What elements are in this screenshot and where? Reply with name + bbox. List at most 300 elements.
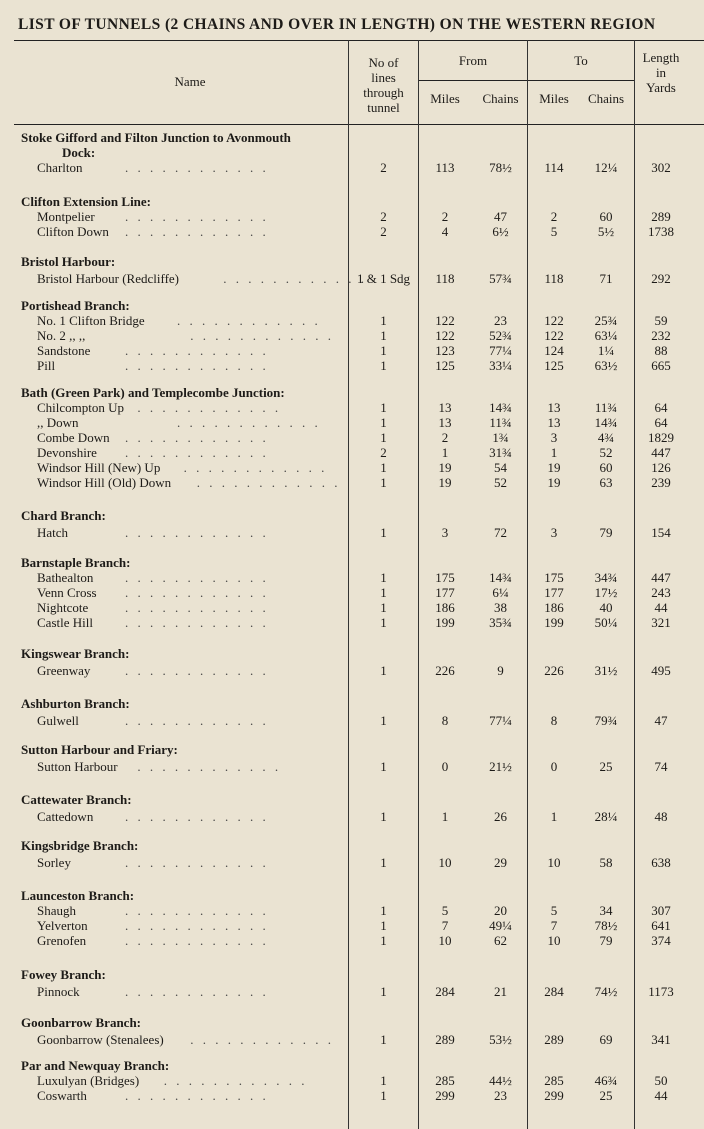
to-chains: 74½ (594, 984, 618, 999)
table-row (0, 903, 700, 918)
section-heading (0, 742, 700, 757)
leader-dots: . . . . . . . . . . . . (125, 663, 269, 678)
leader-dots: . . . . . . . . . . . . (177, 313, 321, 328)
from-miles: 175 (435, 570, 455, 585)
section-heading-text: Stoke Gifford and Filton Junction to Avonmouth (21, 130, 291, 145)
tunnel-name: Goonbarrow (Stenalees) (37, 1032, 164, 1047)
tunnel-name: Pill (37, 358, 56, 373)
table-row (0, 759, 700, 774)
lines-through-tunnel: 1 (380, 343, 387, 358)
lines-through-tunnel: 1 (380, 475, 387, 490)
to-miles: 2 (550, 209, 558, 224)
length-yards: 1829 (648, 430, 674, 445)
length-yards: 126 (651, 460, 671, 475)
length-yards: 243 (651, 585, 671, 600)
from-miles: 125 (435, 358, 455, 373)
leader-dots: . . . . . . . . . . . . (223, 271, 367, 286)
tunnel-name: Cattedown (37, 809, 94, 824)
lines-through-tunnel: 1 (380, 585, 387, 600)
section-heading-text: Goonbarrow Branch: (21, 1015, 142, 1030)
to-miles: 7 (550, 918, 558, 933)
table-row (0, 585, 700, 600)
tunnel-name: Combe Down (37, 430, 110, 445)
from-miles: 3 (441, 525, 449, 540)
table-row (0, 918, 700, 933)
from-miles: 199 (435, 615, 455, 630)
tunnel-name: Bristol Harbour (Redcliffe) (37, 271, 179, 286)
from-chains: 23 (494, 313, 507, 328)
from-miles: 122 (435, 313, 455, 328)
leader-dots: . . . . . . . . . . . . (125, 984, 269, 999)
tunnel-name: Shaugh (37, 903, 76, 918)
lines-through-tunnel: 2 (380, 445, 387, 460)
from-miles: 13 (438, 400, 452, 415)
leader-dots: . . . . . . . . . . . . (125, 224, 269, 239)
to-chains: 63¼ (594, 328, 618, 343)
header-to-chains: Chains (587, 91, 625, 106)
section-heading-text: Kingswear Branch: (21, 646, 130, 661)
to-chains: 34¾ (594, 570, 618, 585)
lines-through-tunnel: 1 & 1 Sdg (356, 271, 411, 286)
tunnel-name: Sorley (37, 855, 71, 870)
from-chains: 14¾ (489, 570, 512, 585)
to-chains: 60 (599, 209, 613, 224)
table-row (0, 570, 700, 585)
leader-dots: . . . . . . . . . . . . (125, 855, 269, 870)
from-miles: 8 (441, 713, 449, 728)
header-from-miles: Miles (430, 91, 460, 106)
tunnel-name: Castle Hill (37, 615, 93, 630)
from-chains: 52 (494, 475, 507, 490)
header-length-line: Length (642, 50, 680, 65)
from-chains: 35¾ (489, 615, 512, 630)
lines-through-tunnel: 1 (380, 984, 387, 999)
table-row (0, 713, 700, 728)
section-heading-text: Fowey Branch: (21, 967, 106, 982)
length-yards: 88 (654, 343, 668, 358)
section-heading (0, 254, 700, 269)
length-yards: 321 (651, 615, 671, 630)
table-row (0, 600, 700, 615)
to-miles: 13 (547, 415, 561, 430)
from-miles: 113 (435, 160, 455, 175)
to-chains: 25 (599, 759, 613, 774)
length-yards: 154 (651, 525, 671, 540)
leader-dots: . . . . . . . . . . . . (125, 209, 269, 224)
to-chains: 5½ (597, 224, 615, 239)
header-length (635, 50, 687, 95)
lines-through-tunnel: 1 (380, 460, 387, 475)
from-miles: 5 (441, 903, 449, 918)
lines-through-tunnel: 2 (380, 209, 387, 224)
to-miles: 1 (550, 809, 558, 824)
length-yards: 665 (651, 358, 671, 373)
tunnel-name: Chilcompton Up (37, 400, 125, 415)
length-yards: 232 (651, 328, 671, 343)
to-chains: 79¾ (594, 713, 618, 728)
tunnel-name: Montpelier (37, 209, 95, 224)
section-heading (0, 298, 700, 313)
lines-through-tunnel: 1 (380, 313, 387, 328)
to-chains: 14¾ (594, 415, 618, 430)
to-chains: 25 (599, 1088, 613, 1103)
to-miles: 124 (544, 343, 564, 358)
from-to-subrule (418, 80, 634, 81)
to-chains: 11¾ (594, 400, 618, 415)
length-yards: 74 (654, 759, 668, 774)
to-chains: 12¼ (594, 160, 618, 175)
table-row (0, 415, 700, 430)
leader-dots: . . . . . . . . . . . . (137, 400, 282, 415)
lines-through-tunnel: 1 (380, 615, 387, 630)
section-heading-text: Kingsbridge Branch: (21, 838, 139, 853)
from-miles: 4 (441, 224, 449, 239)
tunnel-name: Grenofen (37, 933, 87, 948)
header-lines-line: lines (371, 70, 396, 85)
table-row (0, 475, 700, 490)
header-length-line: in (655, 65, 667, 80)
from-miles: 289 (435, 1032, 455, 1047)
lines-through-tunnel: 1 (380, 855, 387, 870)
to-miles: 125 (544, 358, 564, 373)
to-chains: 63½ (594, 358, 618, 373)
table-row (0, 1032, 700, 1047)
section-heading (0, 145, 700, 160)
tunnel-name: No. 1 Clifton Bridge (37, 313, 145, 328)
from-miles: 285 (435, 1073, 455, 1088)
lines-through-tunnel: 1 (380, 903, 387, 918)
tunnel-name: Coswarth (37, 1088, 87, 1103)
leader-dots: . . . . . . . . . . . . (125, 615, 269, 630)
leader-dots: . . . . . . . . . . . . (183, 460, 328, 475)
tunnel-name: Luxulyan (Bridges) (37, 1073, 140, 1088)
table-row (0, 271, 700, 286)
from-miles: 226 (435, 663, 455, 678)
from-chains: 14¾ (489, 400, 512, 415)
from-chains: 57¾ (489, 271, 512, 286)
leader-dots: . . . . . . . . . . . . (177, 415, 321, 430)
to-miles: 3 (550, 525, 558, 540)
section-heading (0, 194, 700, 209)
section-heading (0, 555, 700, 570)
table-row (0, 328, 700, 343)
from-miles: 19 (438, 475, 452, 490)
from-chains: 21½ (489, 759, 512, 774)
from-chains: 6½ (492, 224, 509, 239)
to-chains: 46¾ (594, 1073, 618, 1088)
from-chains: 49¼ (489, 918, 512, 933)
to-miles: 177 (544, 585, 564, 600)
section-heading (0, 888, 700, 903)
from-miles: 10 (438, 855, 452, 870)
tunnel-name: ,, Down (37, 415, 79, 430)
to-miles: 199 (544, 615, 564, 630)
length-yards: 302 (651, 160, 671, 175)
to-miles: 13 (547, 400, 561, 415)
table-row (0, 933, 700, 948)
from-chains: 72 (494, 525, 507, 540)
from-miles: 13 (438, 415, 452, 430)
to-chains: 34 (599, 903, 613, 918)
leader-dots: . . . . . . . . . . . . (125, 358, 269, 373)
to-miles: 1 (550, 445, 558, 460)
leader-dots: . . . . . . . . . . . . (125, 600, 269, 615)
to-miles: 118 (544, 271, 564, 286)
header-lines (349, 55, 418, 115)
tunnel-name: Devonshire (37, 445, 97, 460)
section-heading-text: Portishead Branch: (21, 298, 130, 313)
header-top-rule (14, 40, 704, 41)
from-chains: 47 (494, 209, 507, 224)
to-chains: 17½ (594, 585, 618, 600)
table-row (0, 460, 700, 475)
section-heading (0, 508, 700, 523)
length-yards: 1173 (648, 984, 674, 999)
length-yards: 44 (654, 1088, 668, 1103)
tunnel-name: Greenway (37, 663, 91, 678)
from-miles: 284 (435, 984, 455, 999)
length-yards: 50 (654, 1073, 668, 1088)
page-title: LIST OF TUNNELS (2 CHAINS AND OVER IN LENGTH) ON THE WESTERN REGION (18, 16, 656, 33)
leader-dots: . . . . . . . . . . . . (125, 525, 269, 540)
table-row (0, 343, 700, 358)
to-miles: 5 (550, 224, 558, 239)
to-chains: 50¼ (594, 615, 618, 630)
from-miles: 186 (435, 600, 455, 615)
leader-dots: . . . . . . . . . . . . (125, 713, 269, 728)
section-heading (0, 130, 700, 145)
table-row (0, 1073, 700, 1088)
length-yards: 341 (651, 1032, 671, 1047)
leader-dots: . . . . . . . . . . . . (163, 1073, 308, 1088)
length-yards: 495 (651, 663, 671, 678)
tunnel-name: Windsor Hill (Old) Down (37, 475, 172, 490)
leader-dots: . . . . . . . . . . . . (125, 933, 269, 948)
from-miles: 19 (438, 460, 452, 475)
tunnel-name: Windsor Hill (New) Up (37, 460, 161, 475)
to-chains: 1¼ (597, 343, 615, 358)
header-to: To (574, 53, 588, 68)
section-heading-text: Barnstaple Branch: (21, 555, 131, 570)
to-chains: 28¼ (594, 809, 618, 824)
header-lines-line: tunnel (367, 100, 400, 115)
length-yards: 59 (654, 313, 668, 328)
leader-dots: . . . . . . . . . . . . (125, 160, 269, 175)
to-miles: 10 (547, 855, 561, 870)
from-miles: 2 (441, 209, 449, 224)
section-heading (0, 646, 700, 661)
to-chains: 69 (599, 1032, 613, 1047)
from-chains: 53½ (489, 1032, 512, 1047)
section-heading-text: Launceston Branch: (21, 888, 135, 903)
leader-dots: . . . . . . . . . . . . (125, 918, 269, 933)
table-row (0, 984, 700, 999)
table-row (0, 663, 700, 678)
lines-through-tunnel: 1 (380, 570, 387, 585)
lines-through-tunnel: 1 (380, 933, 387, 948)
length-yards: 289 (651, 209, 671, 224)
from-chains: 77¼ (489, 713, 512, 728)
lines-through-tunnel: 1 (380, 400, 387, 415)
to-chains: 58 (599, 855, 613, 870)
section-heading (0, 385, 700, 400)
length-yards: 47 (654, 713, 668, 728)
from-chains: 77¼ (489, 343, 512, 358)
to-chains: 63 (599, 475, 613, 490)
to-chains: 4¾ (597, 430, 615, 445)
from-chains: 38 (494, 600, 507, 615)
table-row (0, 809, 700, 824)
from-miles: 1 (441, 445, 449, 460)
from-chains: 29 (494, 855, 507, 870)
header-from-chains: Chains (482, 91, 519, 106)
section-heading (0, 967, 700, 982)
from-chains: 26 (494, 809, 507, 824)
to-miles: 0 (550, 759, 558, 774)
from-miles: 1 (441, 809, 449, 824)
from-miles: 2 (441, 430, 449, 445)
table-row (0, 209, 700, 224)
to-chains: 25¾ (594, 313, 618, 328)
to-chains: 31½ (594, 663, 618, 678)
leader-dots: . . . . . . . . . . . . (125, 570, 269, 585)
section-heading-text: Ashburton Branch: (21, 696, 130, 711)
to-chains: 78½ (594, 918, 618, 933)
tunnel-name: Venn Cross (37, 585, 97, 600)
section-heading (0, 696, 700, 711)
from-chains: 20 (494, 903, 507, 918)
table-row (0, 525, 700, 540)
lines-through-tunnel: 1 (380, 600, 387, 615)
table-row (0, 224, 700, 239)
tunnel-name: Sandstone (37, 343, 91, 358)
lines-through-tunnel: 1 (380, 525, 387, 540)
tunnel-name: No. 2 ,, ,, (37, 328, 86, 343)
to-miles: 5 (550, 903, 558, 918)
leader-dots: . . . . . . . . . . . . (125, 343, 269, 358)
from-chains: 11¾ (489, 415, 512, 430)
length-yards: 1738 (648, 224, 674, 239)
length-yards: 641 (651, 918, 671, 933)
to-chains: 79 (599, 525, 613, 540)
from-miles: 177 (435, 585, 455, 600)
section-heading-text: Dock: (62, 145, 96, 160)
length-yards: 307 (651, 903, 671, 918)
length-yards: 374 (651, 933, 671, 948)
from-miles: 299 (435, 1088, 455, 1103)
length-yards: 44 (654, 600, 668, 615)
lines-through-tunnel: 1 (380, 759, 387, 774)
from-miles: 123 (435, 343, 455, 358)
from-chains: 52¾ (489, 328, 512, 343)
to-miles: 19 (547, 475, 561, 490)
table-row (0, 358, 700, 373)
to-chains: 52 (599, 445, 613, 460)
lines-through-tunnel: 2 (380, 224, 387, 239)
tunnel-name: Sutton Harbour (37, 759, 118, 774)
tunnel-name: Yelverton (37, 918, 88, 933)
to-miles: 285 (544, 1073, 564, 1088)
from-chains: 62 (494, 933, 507, 948)
leader-dots: . . . . . . . . . . . . (190, 328, 334, 343)
to-miles: 289 (544, 1032, 564, 1047)
to-chains: 79 (599, 933, 613, 948)
lines-through-tunnel: 1 (380, 713, 387, 728)
length-yards: 48 (654, 809, 668, 824)
table-row (0, 445, 700, 460)
section-heading-text: Bristol Harbour: (21, 254, 116, 269)
tunnel-name: Hatch (37, 525, 69, 540)
from-chains: 6¼ (492, 585, 509, 600)
leader-dots: . . . . . . . . . . . . (125, 430, 269, 445)
section-heading-text: Sutton Harbour and Friary: (21, 742, 178, 757)
to-chains: 71 (599, 271, 613, 286)
length-yards: 447 (651, 570, 671, 585)
lines-through-tunnel: 1 (380, 663, 387, 678)
section-heading-text: Chard Branch: (21, 508, 106, 523)
length-yards: 64 (654, 415, 668, 430)
section-heading-text: Cattewater Branch: (21, 792, 132, 807)
lines-through-tunnel: 1 (380, 1073, 387, 1088)
to-miles: 299 (544, 1088, 564, 1103)
table-row (0, 160, 700, 175)
header-length-line: Yards (646, 80, 676, 95)
leader-dots: . . . . . . . . . . . . (125, 809, 269, 824)
from-chains: 31¾ (489, 445, 512, 460)
from-chains: 54 (494, 460, 507, 475)
to-miles: 122 (544, 313, 564, 328)
leader-dots: . . . . . . . . . . . . (196, 475, 341, 490)
table-row (0, 615, 700, 630)
section-heading-text: Clifton Extension Line: (21, 194, 152, 209)
to-miles: 226 (544, 663, 564, 678)
tunnel-name: Gulwell (37, 713, 79, 728)
leader-dots: . . . . . . . . . . . . (125, 445, 269, 460)
length-yards: 239 (651, 475, 671, 490)
header-lines-line: through (363, 85, 404, 100)
table-row (0, 1088, 700, 1103)
section-heading-text: Bath (Green Park) and Templecombe Junction: (21, 385, 285, 400)
table-row (0, 400, 700, 415)
to-miles: 3 (550, 430, 558, 445)
header-bottom-rule (14, 124, 704, 125)
to-miles: 114 (544, 160, 564, 175)
lines-through-tunnel: 1 (380, 328, 387, 343)
header-lines-line: No of (368, 55, 399, 70)
to-miles: 8 (550, 713, 558, 728)
leader-dots: . . . . . . . . . . . . (137, 759, 282, 774)
tunnel-name: Charlton (37, 160, 83, 175)
leader-dots: . . . . . . . . . . . . (125, 1088, 269, 1103)
leader-dots: . . . . . . . . . . . . (190, 1032, 334, 1047)
to-miles: 122 (544, 328, 564, 343)
tunnel-name: Nightcote (37, 600, 89, 615)
from-chains: 9 (497, 663, 504, 678)
lines-through-tunnel: 1 (380, 358, 387, 373)
leader-dots: . . . . . . . . . . . . (125, 903, 269, 918)
lines-through-tunnel: 2 (380, 160, 387, 175)
table-row (0, 313, 700, 328)
from-miles: 10 (438, 933, 452, 948)
lines-through-tunnel: 1 (380, 415, 387, 430)
header-from: From (458, 53, 488, 68)
length-yards: 638 (651, 855, 671, 870)
to-miles: 186 (544, 600, 564, 615)
from-chains: 23 (494, 1088, 507, 1103)
length-yards: 447 (651, 445, 671, 460)
lines-through-tunnel: 1 (380, 918, 387, 933)
section-heading-text: Par and Newquay Branch: (21, 1058, 170, 1073)
